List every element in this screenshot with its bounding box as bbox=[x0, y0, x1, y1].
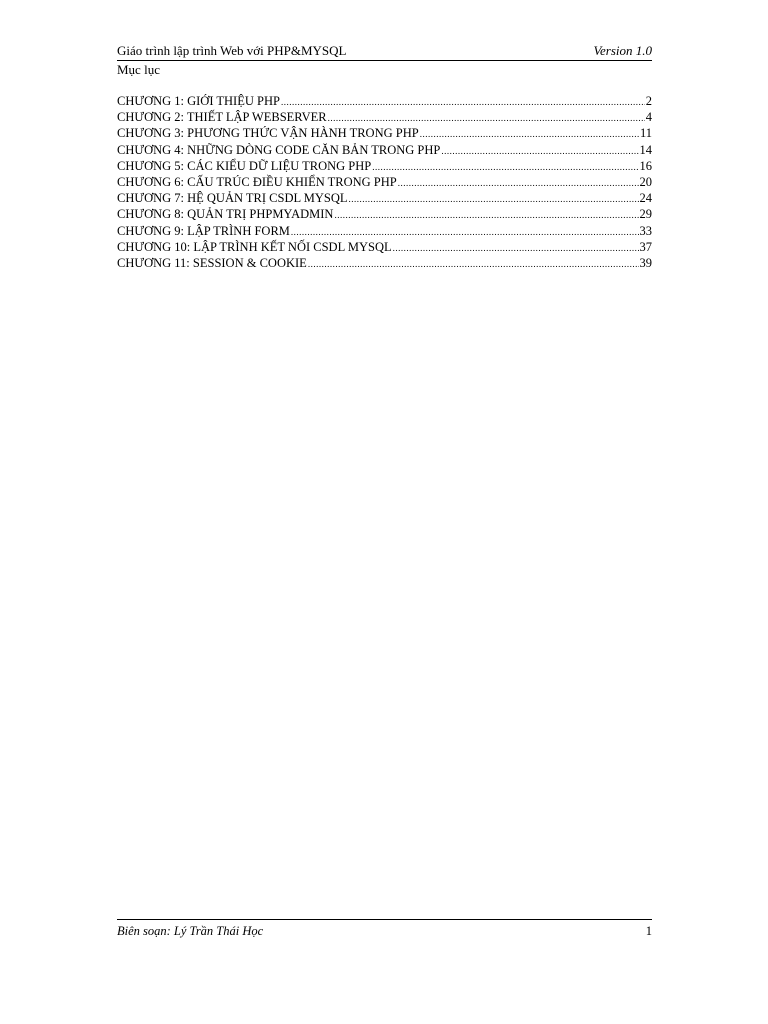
toc-entry-label: CHƯƠNG 9: LẬP TRÌNH FORM bbox=[117, 223, 290, 238]
dot-leader bbox=[372, 159, 638, 175]
toc-entry-9[interactable] bbox=[117, 223, 652, 239]
toc-entry-label: CHƯƠNG 8: QUẢN TRỊ PHPMYADMIN bbox=[117, 207, 334, 222]
toc-entry-page: 11 bbox=[639, 126, 652, 141]
toc-entry-label: CHƯƠNG 7: HỆ QUẢN TRỊ CSDL MYSQL bbox=[117, 191, 348, 206]
toc-entry-page: 4 bbox=[645, 110, 652, 125]
table-of-contents bbox=[117, 93, 652, 271]
toc-entry-page: 14 bbox=[639, 142, 652, 157]
dot-leader bbox=[291, 224, 639, 240]
author-credit: Biên soạn: Lý Trần Thái Học bbox=[117, 924, 264, 938]
toc-entry-page: 39 bbox=[639, 255, 652, 270]
toc-entry-7[interactable] bbox=[117, 190, 652, 206]
dot-leader bbox=[281, 94, 645, 110]
toc-entry-4[interactable] bbox=[117, 142, 652, 158]
dot-leader bbox=[349, 191, 639, 207]
toc-entry-8[interactable] bbox=[117, 206, 652, 222]
dot-leader bbox=[328, 110, 645, 126]
dot-leader bbox=[420, 126, 639, 142]
toc-entry-page: 37 bbox=[639, 239, 652, 254]
toc-entry-page: 33 bbox=[639, 223, 652, 238]
toc-entry-page: 2 bbox=[645, 94, 652, 108]
dot-leader bbox=[308, 256, 639, 272]
toc-entry-1[interactable] bbox=[117, 93, 652, 109]
toc-heading: Mục lục bbox=[117, 62, 160, 77]
dot-leader bbox=[398, 175, 639, 191]
toc-entry-2[interactable] bbox=[117, 109, 652, 125]
toc-entry-page: 24 bbox=[639, 191, 652, 206]
page-footer bbox=[117, 919, 652, 940]
toc-entry-label: CHƯƠNG 4: NHỮNG DÒNG CODE CĂN BẢN TRONG PHP bbox=[117, 142, 441, 157]
toc-entry-6[interactable] bbox=[117, 174, 652, 190]
toc-entry-3[interactable] bbox=[117, 125, 652, 141]
toc-entry-label: CHƯƠNG 1: GIỚI THIỆU PHP bbox=[117, 94, 280, 108]
page-header bbox=[117, 42, 652, 61]
toc-entry-page: 29 bbox=[639, 207, 652, 222]
version-label: Version 1.0 bbox=[593, 43, 652, 58]
toc-entry-page: 16 bbox=[639, 158, 652, 173]
toc-entry-11[interactable] bbox=[117, 255, 652, 271]
dot-leader bbox=[441, 143, 638, 159]
toc-entry-label: CHƯƠNG 6: CẤU TRÚC ĐIỀU KHIỂN TRONG PHP bbox=[117, 174, 397, 189]
toc-entry-label: CHƯƠNG 3: PHƯƠNG THỨC VẬN HÀNH TRONG PHP bbox=[117, 126, 419, 141]
dot-leader bbox=[334, 207, 638, 223]
toc-entry-5[interactable] bbox=[117, 158, 652, 174]
dot-leader bbox=[393, 240, 639, 256]
document-title: Giáo trình lập trình Web với PHP&MYSQL bbox=[117, 43, 347, 58]
toc-entry-label: CHƯƠNG 10: LẬP TRÌNH KẾT NỐI CSDL MYSQL bbox=[117, 239, 392, 254]
toc-entry-10[interactable] bbox=[117, 239, 652, 255]
toc-entry-page: 20 bbox=[639, 174, 652, 189]
toc-entry-label: CHƯƠNG 5: CÁC KIỂU DỮ LIỆU TRONG PHP bbox=[117, 158, 372, 173]
toc-entry-label: CHƯƠNG 11: SESSION & COOKIE bbox=[117, 255, 307, 270]
toc-entry-label: CHƯƠNG 2: THIẾT LẬP WEBSERVER bbox=[117, 110, 327, 125]
page-number: 1 bbox=[645, 924, 652, 938]
